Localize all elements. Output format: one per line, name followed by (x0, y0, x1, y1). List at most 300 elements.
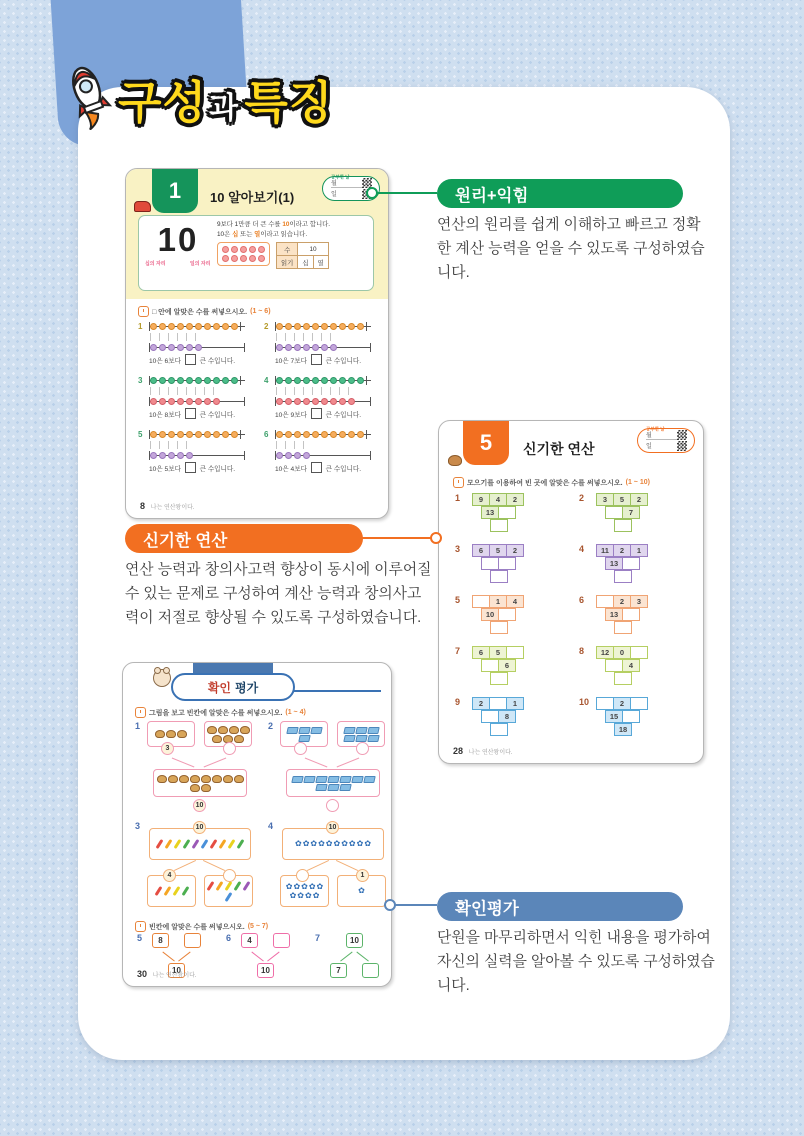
question-number: 7 (315, 933, 321, 943)
counting-dot (240, 255, 247, 262)
page1-question (138, 376, 252, 419)
bead (312, 323, 319, 330)
bead (177, 452, 184, 459)
bead (195, 398, 202, 405)
counting-dot (258, 255, 265, 262)
eraser-icon (367, 727, 379, 734)
question-number: 3 (135, 821, 141, 831)
eraser-icon (286, 727, 298, 734)
eraser-icon (367, 735, 379, 742)
bond-badge (223, 742, 236, 755)
bead (330, 344, 337, 351)
concept-visuals (217, 242, 367, 269)
eraser-icon (339, 784, 351, 791)
counting-dot (222, 255, 229, 262)
big-number-area (145, 220, 211, 286)
bead (339, 431, 346, 438)
number-reading-table (276, 242, 329, 269)
eraser-icon (339, 776, 351, 783)
puzzle-cell (622, 557, 640, 570)
puzzle-cell (622, 710, 640, 723)
question-number: 4 (579, 544, 585, 554)
bead (312, 431, 319, 438)
page-title (118, 66, 333, 131)
snail-icon (240, 726, 250, 734)
snail-icon (155, 730, 165, 738)
bead (348, 323, 355, 330)
connector-line-wonder (361, 537, 432, 539)
puzzle-cell: 15 (605, 710, 623, 723)
bead (330, 431, 337, 438)
bead (348, 431, 355, 438)
bead (177, 431, 184, 438)
footer-slogan: 나는 연산왕이다. (468, 750, 513, 756)
snail-icon (223, 775, 233, 783)
answer-box (311, 408, 322, 419)
flower-icon: ✿ (316, 881, 324, 891)
bead (303, 377, 310, 384)
puzzle-cell (498, 557, 516, 570)
bead (222, 323, 229, 330)
bead (186, 431, 193, 438)
question-number: 2 (579, 493, 585, 503)
puzzle-cell (472, 595, 490, 608)
bead (150, 344, 157, 351)
number-bond (147, 721, 254, 813)
qr-code-icon (677, 441, 687, 451)
bead (195, 344, 202, 351)
bond-badge (223, 869, 236, 882)
question-text: 10은 6보다 큰 수입니다. (149, 354, 252, 365)
puzzle-cell (490, 570, 508, 583)
bead (321, 398, 328, 405)
bead (303, 344, 310, 351)
bead (285, 377, 292, 384)
page5-puzzle (455, 646, 563, 689)
flower-icon: ✿ (318, 839, 325, 848)
bead (294, 344, 301, 351)
puzzle-cell (614, 519, 632, 532)
eval-question (226, 933, 301, 981)
bead (150, 398, 157, 405)
clock-icon (135, 921, 146, 932)
page5-unit-badge (463, 421, 509, 465)
instruction-text: 빈칸에 알맞은 수를 써넣으시오. (149, 923, 245, 931)
bead (303, 323, 310, 330)
clip-icon (234, 880, 242, 890)
bead (303, 431, 310, 438)
flower-icon: ✿ (364, 839, 372, 848)
question-text: 10은 4보다 큰 수입니다. (275, 462, 378, 473)
number-bond (147, 821, 254, 913)
answer-box (185, 354, 196, 365)
snail-icon (177, 730, 187, 738)
page1-concept-box (138, 215, 374, 291)
answer-box (185, 462, 196, 473)
flower-icon: ✿ (289, 890, 297, 900)
bond-cell: 10 (168, 963, 185, 978)
bead (294, 398, 301, 405)
question-number: 4 (268, 821, 274, 831)
instruction-text: □ 안에 알맞은 수를 써넣으시오. (152, 308, 248, 316)
bead (285, 344, 292, 351)
bead (159, 344, 166, 351)
bond-badge (356, 742, 369, 755)
puzzle-cell (498, 608, 516, 621)
puzzle-cell: 9 (472, 493, 490, 506)
snail-icon (166, 730, 176, 738)
puzzle-cell (481, 710, 499, 723)
eval-question (315, 933, 390, 981)
puzzle-cell: 13 (605, 608, 623, 621)
clip-icon (201, 839, 209, 849)
page-number: 28 (453, 746, 464, 756)
bead (222, 431, 229, 438)
question-number: 2 (268, 721, 274, 731)
bead (168, 431, 175, 438)
bead (348, 377, 355, 384)
counting-dots-box (217, 242, 270, 266)
bond-cell (184, 933, 201, 948)
puzzle-cell: 1 (506, 697, 524, 710)
bead (159, 377, 166, 384)
snail-icon (218, 726, 228, 734)
bond-cell (362, 963, 379, 978)
clip-icon (225, 891, 233, 901)
bead (276, 323, 283, 330)
eraser-icon (355, 735, 367, 742)
page1-question (264, 430, 378, 473)
eval-instruction-1 (135, 707, 306, 718)
page5-puzzle (579, 595, 687, 638)
bond-badge: 1 (356, 869, 369, 882)
bead (312, 344, 319, 351)
bead (294, 323, 301, 330)
page5-puzzle (455, 697, 563, 740)
puzzle-cell (481, 659, 499, 672)
instruction-range: (1 ~ 6) (250, 308, 271, 315)
flower-icon: ✿ (333, 839, 341, 848)
clip-icon (210, 839, 218, 849)
page5-footer (453, 746, 513, 756)
page1-instruction (138, 306, 271, 317)
snail-icon (207, 726, 217, 734)
counting-dot (231, 246, 238, 253)
puzzle-cell (630, 646, 648, 659)
puzzle-cell (490, 672, 508, 685)
puzzle-cell (490, 723, 508, 736)
connector-dot-principle (366, 187, 378, 199)
page1-question (138, 322, 252, 365)
tens-place-label: 십의 자리 (145, 260, 166, 267)
bead (195, 377, 202, 384)
bead (168, 452, 175, 459)
clip-icon (243, 880, 251, 890)
eraser-icon (343, 727, 355, 734)
bead (330, 398, 337, 405)
bead (285, 323, 292, 330)
bead (357, 377, 364, 384)
counting-dot (231, 255, 238, 262)
bead (168, 344, 175, 351)
puzzle-cell (506, 646, 524, 659)
page1-question (264, 376, 378, 419)
bead (357, 323, 364, 330)
flower-icon: ✿ (297, 890, 304, 900)
bead-diagram (149, 376, 245, 385)
page5-title: 신기한 연산 (523, 441, 595, 457)
flower-icon: ✿ (308, 881, 316, 891)
day-label: 일 (331, 192, 337, 199)
flower-icon: ✿ (294, 839, 302, 848)
bond-cell: 10 (257, 963, 274, 978)
connector-line-check (395, 904, 437, 906)
eval-instruction-2 (135, 921, 268, 932)
bond-badge (294, 742, 307, 755)
question-number: 6 (264, 430, 269, 439)
bead (294, 431, 301, 438)
question-number: 8 (579, 646, 585, 656)
snail-icon (212, 775, 222, 783)
puzzle-cell: 12 (596, 646, 614, 659)
clip-icon (183, 839, 191, 849)
page5-puzzle (579, 697, 687, 740)
bond-badge: 10 (193, 821, 206, 834)
animal-character-icon (153, 669, 171, 687)
bead (357, 431, 364, 438)
bead (213, 377, 220, 384)
bond-cell: 4 (241, 933, 258, 948)
workbook-sample-page-1 (125, 168, 389, 519)
bead (339, 398, 346, 405)
clip-icon (172, 886, 180, 896)
unit-number: 1 (168, 178, 182, 203)
puzzle-cell (490, 621, 508, 634)
puzzle-cell (614, 570, 632, 583)
page-number: 30 (137, 969, 148, 979)
puzzle-cell: 0 (613, 646, 631, 659)
bond-badge: 10 (326, 821, 339, 834)
question-number: 9 (455, 697, 461, 707)
eval-title-word-2: 평가 (235, 680, 259, 695)
puzzle-cell: 4 (506, 595, 524, 608)
puzzle-cell: 2 (613, 595, 631, 608)
puzzle-cell (605, 659, 623, 672)
clip-icon (207, 880, 215, 890)
question-number: 5 (138, 430, 143, 439)
puzzle-cell: 6 (472, 646, 490, 659)
question-number: 3 (455, 544, 461, 554)
bead (321, 431, 328, 438)
puzzle-cell (630, 697, 648, 710)
flower-icon: ✿ (341, 839, 348, 848)
flower-icon: ✿ (301, 881, 308, 891)
eraser-icon (310, 727, 322, 734)
eraser-icon (315, 776, 327, 783)
counting-dot (249, 246, 256, 253)
answer-box (311, 462, 322, 473)
clock-icon (135, 707, 146, 718)
car-character-icon (134, 201, 151, 212)
bead (159, 452, 166, 459)
bead (222, 377, 229, 384)
page5-puzzle (579, 493, 687, 536)
eraser-icon (303, 776, 315, 783)
instruction-text: 그림을 보고 빈칸에 알맞은 수를 써넣으시오. (149, 709, 283, 717)
answer-box (185, 408, 196, 419)
flower-icon: ✿ (312, 890, 320, 900)
callout-badge-check: 확인평가 (437, 892, 683, 921)
question-number: 7 (455, 646, 461, 656)
connector-line-principle (374, 192, 437, 194)
puzzle-cell: 5 (489, 646, 507, 659)
callout-text-check: 단원을 마무리하면서 익힌 내용을 평가하여 자신의 실력을 알아볼 수 있도록 구성하였습니다. (437, 930, 715, 994)
page1-question (138, 430, 252, 473)
counting-dot (258, 246, 265, 253)
page1-footer (140, 501, 195, 511)
clip-icon (192, 839, 200, 849)
clock-icon (453, 477, 464, 488)
bead (303, 452, 310, 459)
bead (276, 452, 283, 459)
connector-dot-wonder (430, 532, 442, 544)
puzzle-cell: 1 (489, 595, 507, 608)
counting-dot (249, 255, 256, 262)
bead (177, 323, 184, 330)
clip-icon (228, 839, 236, 849)
flower-icon: ✿ (358, 886, 365, 895)
eraser-icon (363, 776, 375, 783)
puzzle-cell: 2 (506, 544, 524, 557)
page1-question (264, 322, 378, 365)
puzzle-cell: 5 (613, 493, 631, 506)
eraser-icon (291, 776, 303, 783)
bead-diagram (275, 376, 371, 385)
bead (150, 323, 157, 330)
connector-dot-check (384, 899, 396, 911)
question-number: 6 (579, 595, 585, 605)
eraser-icon (355, 727, 367, 734)
explanation-line-1: 9보다 1만큼 더 큰 수를 10이라고 합니다. (217, 221, 331, 228)
question-text: 10은 5보다 큰 수입니다. (149, 462, 252, 473)
snail-icon (234, 775, 244, 783)
month-label: 월 (331, 178, 362, 188)
explanation-line-2: 10은 십 또는 열이라고 읽습니다. (217, 230, 308, 238)
bead (321, 344, 328, 351)
eval-title-word-1: 확인 (207, 680, 231, 695)
title-text-2: 과 (208, 92, 238, 125)
flower-icon: ✿ (305, 890, 312, 900)
puzzle-cell: 2 (613, 544, 631, 557)
bead (186, 377, 193, 384)
snail-icon (201, 775, 211, 783)
bead (276, 377, 283, 384)
page5-puzzle (579, 646, 687, 689)
bead (330, 377, 337, 384)
table-value-number: 10 (298, 243, 328, 256)
clip-icon (237, 839, 245, 849)
bead-diagram (149, 430, 245, 439)
bead (303, 398, 310, 405)
puzzle-cell: 11 (596, 544, 614, 557)
study-date-label: 공부한 날 (331, 174, 350, 180)
rocket-icon (62, 58, 114, 130)
title-text-1: 구성 (118, 77, 207, 128)
number-bond (280, 721, 387, 813)
bead (150, 377, 157, 384)
page5-puzzle (455, 544, 563, 587)
bead (186, 323, 193, 330)
question-number: 6 (226, 933, 232, 943)
bead (177, 377, 184, 384)
clip-icon (165, 839, 173, 849)
question-number: 1 (138, 322, 143, 331)
bead-diagram (149, 322, 245, 331)
qr-code-icon (677, 430, 687, 440)
bead (321, 323, 328, 330)
big-number: 10 (157, 221, 199, 258)
clip-icon (174, 839, 182, 849)
bead (285, 398, 292, 405)
counting-dot (240, 246, 247, 253)
bead (213, 323, 220, 330)
eraser-icon (343, 735, 355, 742)
footer-slogan: 나는 연산왕이다. (150, 505, 195, 511)
puzzle-cell (622, 608, 640, 621)
question-number: 5 (137, 933, 143, 943)
puzzle-cell: 2 (613, 697, 631, 710)
number-bond (328, 933, 390, 981)
month-label: 월 (646, 430, 677, 440)
bead (186, 344, 193, 351)
snail-icon (229, 726, 239, 734)
puzzle-cell: 2 (506, 493, 524, 506)
puzzle-cell (605, 506, 623, 519)
bead (159, 323, 166, 330)
bond-cell: 8 (152, 933, 169, 948)
question-number: 3 (138, 376, 143, 385)
page1-title: 10 알아보기(1) (210, 190, 295, 205)
bead (231, 431, 238, 438)
snail-icon (234, 735, 244, 743)
bead (177, 398, 184, 405)
snail-icon (190, 784, 200, 792)
clip-icon (181, 886, 189, 896)
bead (168, 323, 175, 330)
place-value-labels (145, 260, 210, 267)
puzzle-cell: 1 (630, 544, 648, 557)
bead (321, 377, 328, 384)
ones-place-label: 일의 자리 (189, 260, 211, 267)
bead (168, 398, 175, 405)
bead (204, 431, 211, 438)
puzzle-cell (596, 595, 614, 608)
snail-icon (157, 775, 167, 783)
flower-icon: ✿ (325, 839, 333, 848)
table-header-reading: 읽기 (277, 256, 298, 269)
callout-text-principle: 연산의 원리를 쉽게 이해하고 빠르고 정확한 계산 능력을 얻을 수 있도록 구성하였습니다. (437, 217, 705, 281)
puzzle-cell: 3 (596, 493, 614, 506)
puzzle-cell (498, 506, 516, 519)
bead (195, 323, 202, 330)
bead-diagram (275, 430, 371, 439)
clip-icon (163, 886, 171, 896)
counting-dot (222, 246, 229, 253)
puzzle-cell: 13 (605, 557, 623, 570)
clip-icon (154, 886, 162, 896)
page1-questions (138, 322, 378, 473)
puzzle-cell: 7 (622, 506, 640, 519)
